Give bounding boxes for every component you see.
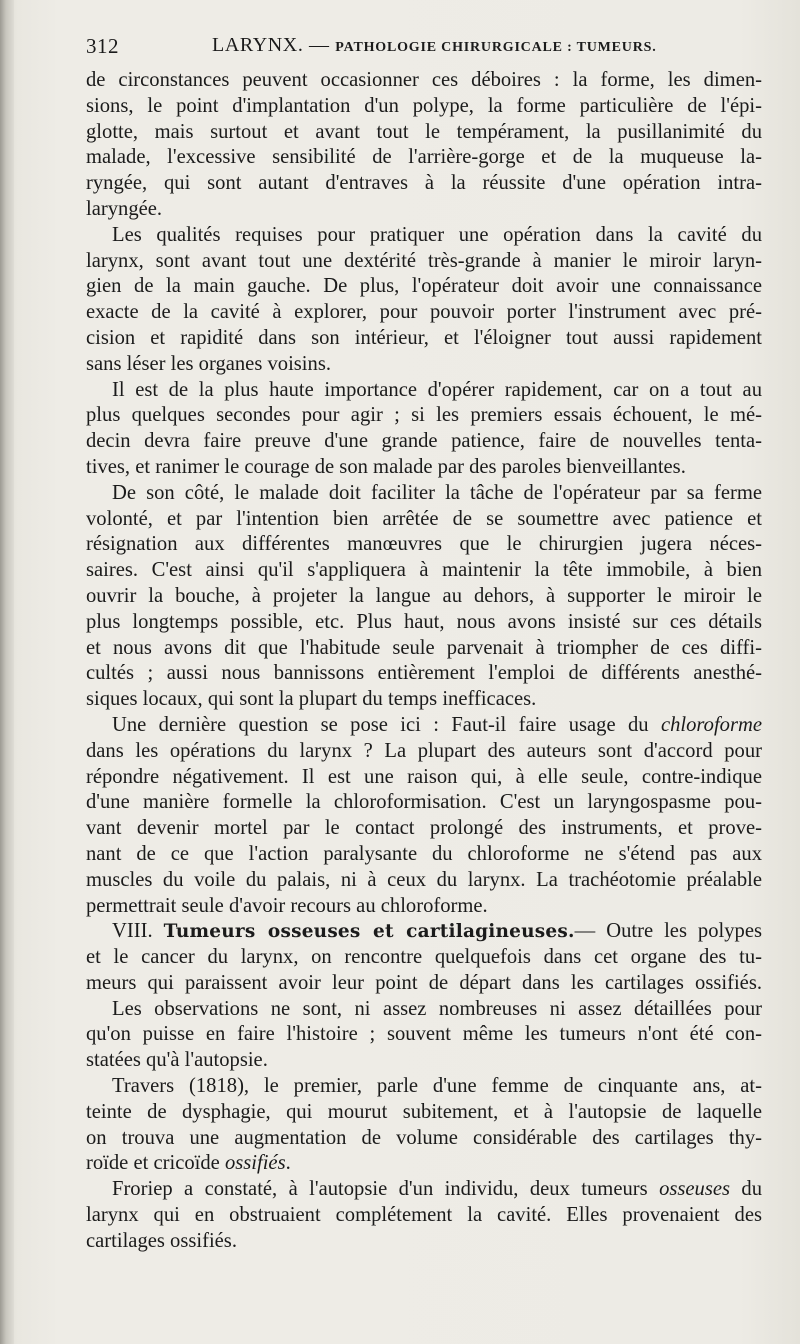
- running-title: LARYNX.: [212, 34, 304, 56]
- line-text: du: [730, 1178, 763, 1201]
- text-line: vant devenir mortel par le contact prolongé des instruments, et prove-: [86, 817, 762, 840]
- page-number: 312: [86, 34, 119, 58]
- text-line: De son côté, le malade doit faciliter la tâche de l'opérateur par sa ferme: [112, 481, 762, 504]
- text-line: volonté, et par l'intention bien arrêtée de se soumettre avec patience et: [86, 507, 762, 530]
- text-line: teinte de dysphagie, qui mourut subitement, et à l'autopsie de laquelle: [86, 1100, 762, 1123]
- body-text: [86, 68, 762, 1255]
- line-text: — Outre les polypes: [574, 920, 762, 943]
- italic-term: chloroforme: [660, 713, 762, 736]
- text-line: [86, 1177, 762, 1203]
- text-line: répondre négativement. Il est une raison qui, à elle seule, contre-indique: [86, 765, 762, 788]
- text-line: Les observations ne sont, ni assez nombreuses ni assez détaillées pour: [112, 997, 762, 1020]
- text-line: et nous avons dit que l'habitude seule parvenait à triompher de ces diffi-: [86, 636, 762, 659]
- italic-term: ossifiés: [224, 1152, 286, 1175]
- text-line: sans léser les organes voisins.: [86, 352, 331, 375]
- text-line: permettrait seule d'avoir recours au chloroforme.: [86, 894, 488, 917]
- text-line: glotte, mais surtout et avant tout le tempérament, la pusillanimité du: [86, 120, 762, 143]
- running-subtitle: PATHOLOGIE CHIRURGICALE : TUMEURS.: [335, 40, 657, 55]
- text-line: ouvrir la bouche, à projeter la langue au dehors, à supporter le miroir le: [86, 584, 762, 607]
- text-line: [86, 1151, 762, 1177]
- text-line: plus longtemps possible, etc. Plus haut, nous avons insisté sur ces détails: [86, 610, 762, 633]
- running-head: [212, 34, 657, 57]
- text-line: plus quelques secondes pour agir ; si les premiers essais échouent, le mé-: [86, 404, 762, 427]
- text-line: laryngée.: [86, 197, 163, 220]
- text-line: Il est de la plus haute importance d'opérer rapidement, car on a tout au: [112, 378, 762, 401]
- page-header: [86, 34, 766, 60]
- section-number: VIII.: [112, 920, 164, 943]
- text-line: cision et rapidité dans son intérieur, et l'éloigner tout aussi rapidement: [86, 326, 762, 349]
- text-line: dans les opérations du larynx ? La plupart des auteurs sont d'accord pour: [86, 739, 762, 762]
- text-line: statées qu'à l'autopsie.: [86, 1049, 268, 1072]
- text-line: cartilages ossifiés.: [86, 1229, 237, 1252]
- text-line: ryngée, qui sont autant d'entraves à la réussite d'une opération intra-: [86, 172, 762, 195]
- line-text: Une dernière question se pose ici : Faut-il faire usage du: [112, 713, 661, 736]
- text-line: et le cancer du larynx, on rencontre quelquefois dans cet organe des tu-: [86, 946, 762, 969]
- text-line: meurs qui paraissent avoir leur point de départ dans les cartilages ossifiés.: [86, 971, 762, 994]
- text-line: qu'on puisse en faire l'histoire ; souvent même les tumeurs n'ont été con-: [86, 1023, 762, 1046]
- text-line: exacte de la cavité à explorer, pour pouvoir porter l'instrument avec pré-: [86, 301, 762, 324]
- text-line: malade, l'excessive sensibilité de l'arrière-gorge et de la muqueuse la-: [86, 146, 762, 169]
- text-line: cultés ; aussi nous bannissons entièrement l'emploi de différents anesthé-: [86, 662, 762, 685]
- text-line: larynx, sont avant tout une dextérité très-grande à manier le miroir laryn-: [86, 249, 762, 272]
- text-line: résignation aux différentes manœuvres que le chirurgien jugera néces-: [86, 533, 762, 556]
- text-line: larynx qui en obstruaient complétement la cavité. Elles provenaient des: [86, 1204, 762, 1227]
- line-text: roïde et cricoïde: [86, 1152, 225, 1175]
- text-line: de circonstances peuvent occasionner ces déboires : la forme, les dimen-: [86, 69, 762, 91]
- text-line: gien de la main gauche. De plus, l'opérateur doit avoir une connaissance: [86, 275, 762, 298]
- text-line: Travers (1818), le premier, parle d'une femme de cinquante ans, at-: [112, 1075, 762, 1098]
- text-line: d'une manière formelle la chloroformisation. C'est un laryngospasme pou-: [86, 791, 762, 814]
- text-line: decin devra faire preuve d'une grande patience, faire de nouvelles tenta-: [86, 430, 762, 453]
- line-text: Froriep a constaté, à l'autopsie d'un individu, deux tumeurs: [112, 1178, 660, 1201]
- text-line: [86, 713, 762, 739]
- text-line: saires. C'est ainsi qu'il s'appliquera à maintenir la tête immobile, à bien: [86, 559, 762, 582]
- text-line: muscles du voile du palais, ni à ceux du larynx. La trachéotomie préalable: [86, 868, 762, 891]
- text-line: Les qualités requises pour pratiquer une opération dans la cavité du: [112, 223, 762, 246]
- line-text: .: [285, 1152, 291, 1175]
- text-line: nant de ce que l'action paralysante du chloroforme ne s'étend pas aux: [86, 842, 762, 865]
- section-heading: Tumeurs osseuses et cartilagineuses.: [163, 921, 575, 943]
- text-line: on trouva une augmentation de volume considérable des cartilages thy-: [86, 1126, 762, 1149]
- running-dash: —: [309, 34, 330, 56]
- italic-term: osseuses: [659, 1178, 730, 1201]
- text-line: tives, et ranimer le courage de son malade par des paroles bienveillantes.: [86, 455, 686, 478]
- text-line: [86, 919, 762, 945]
- text-line: sions, le point d'implantation d'un polype, la forme particulière de l'épi-: [86, 94, 762, 117]
- page-gutter: [0, 0, 14, 1344]
- text-line: siques locaux, qui sont la plupart du temps inefficaces.: [86, 688, 537, 711]
